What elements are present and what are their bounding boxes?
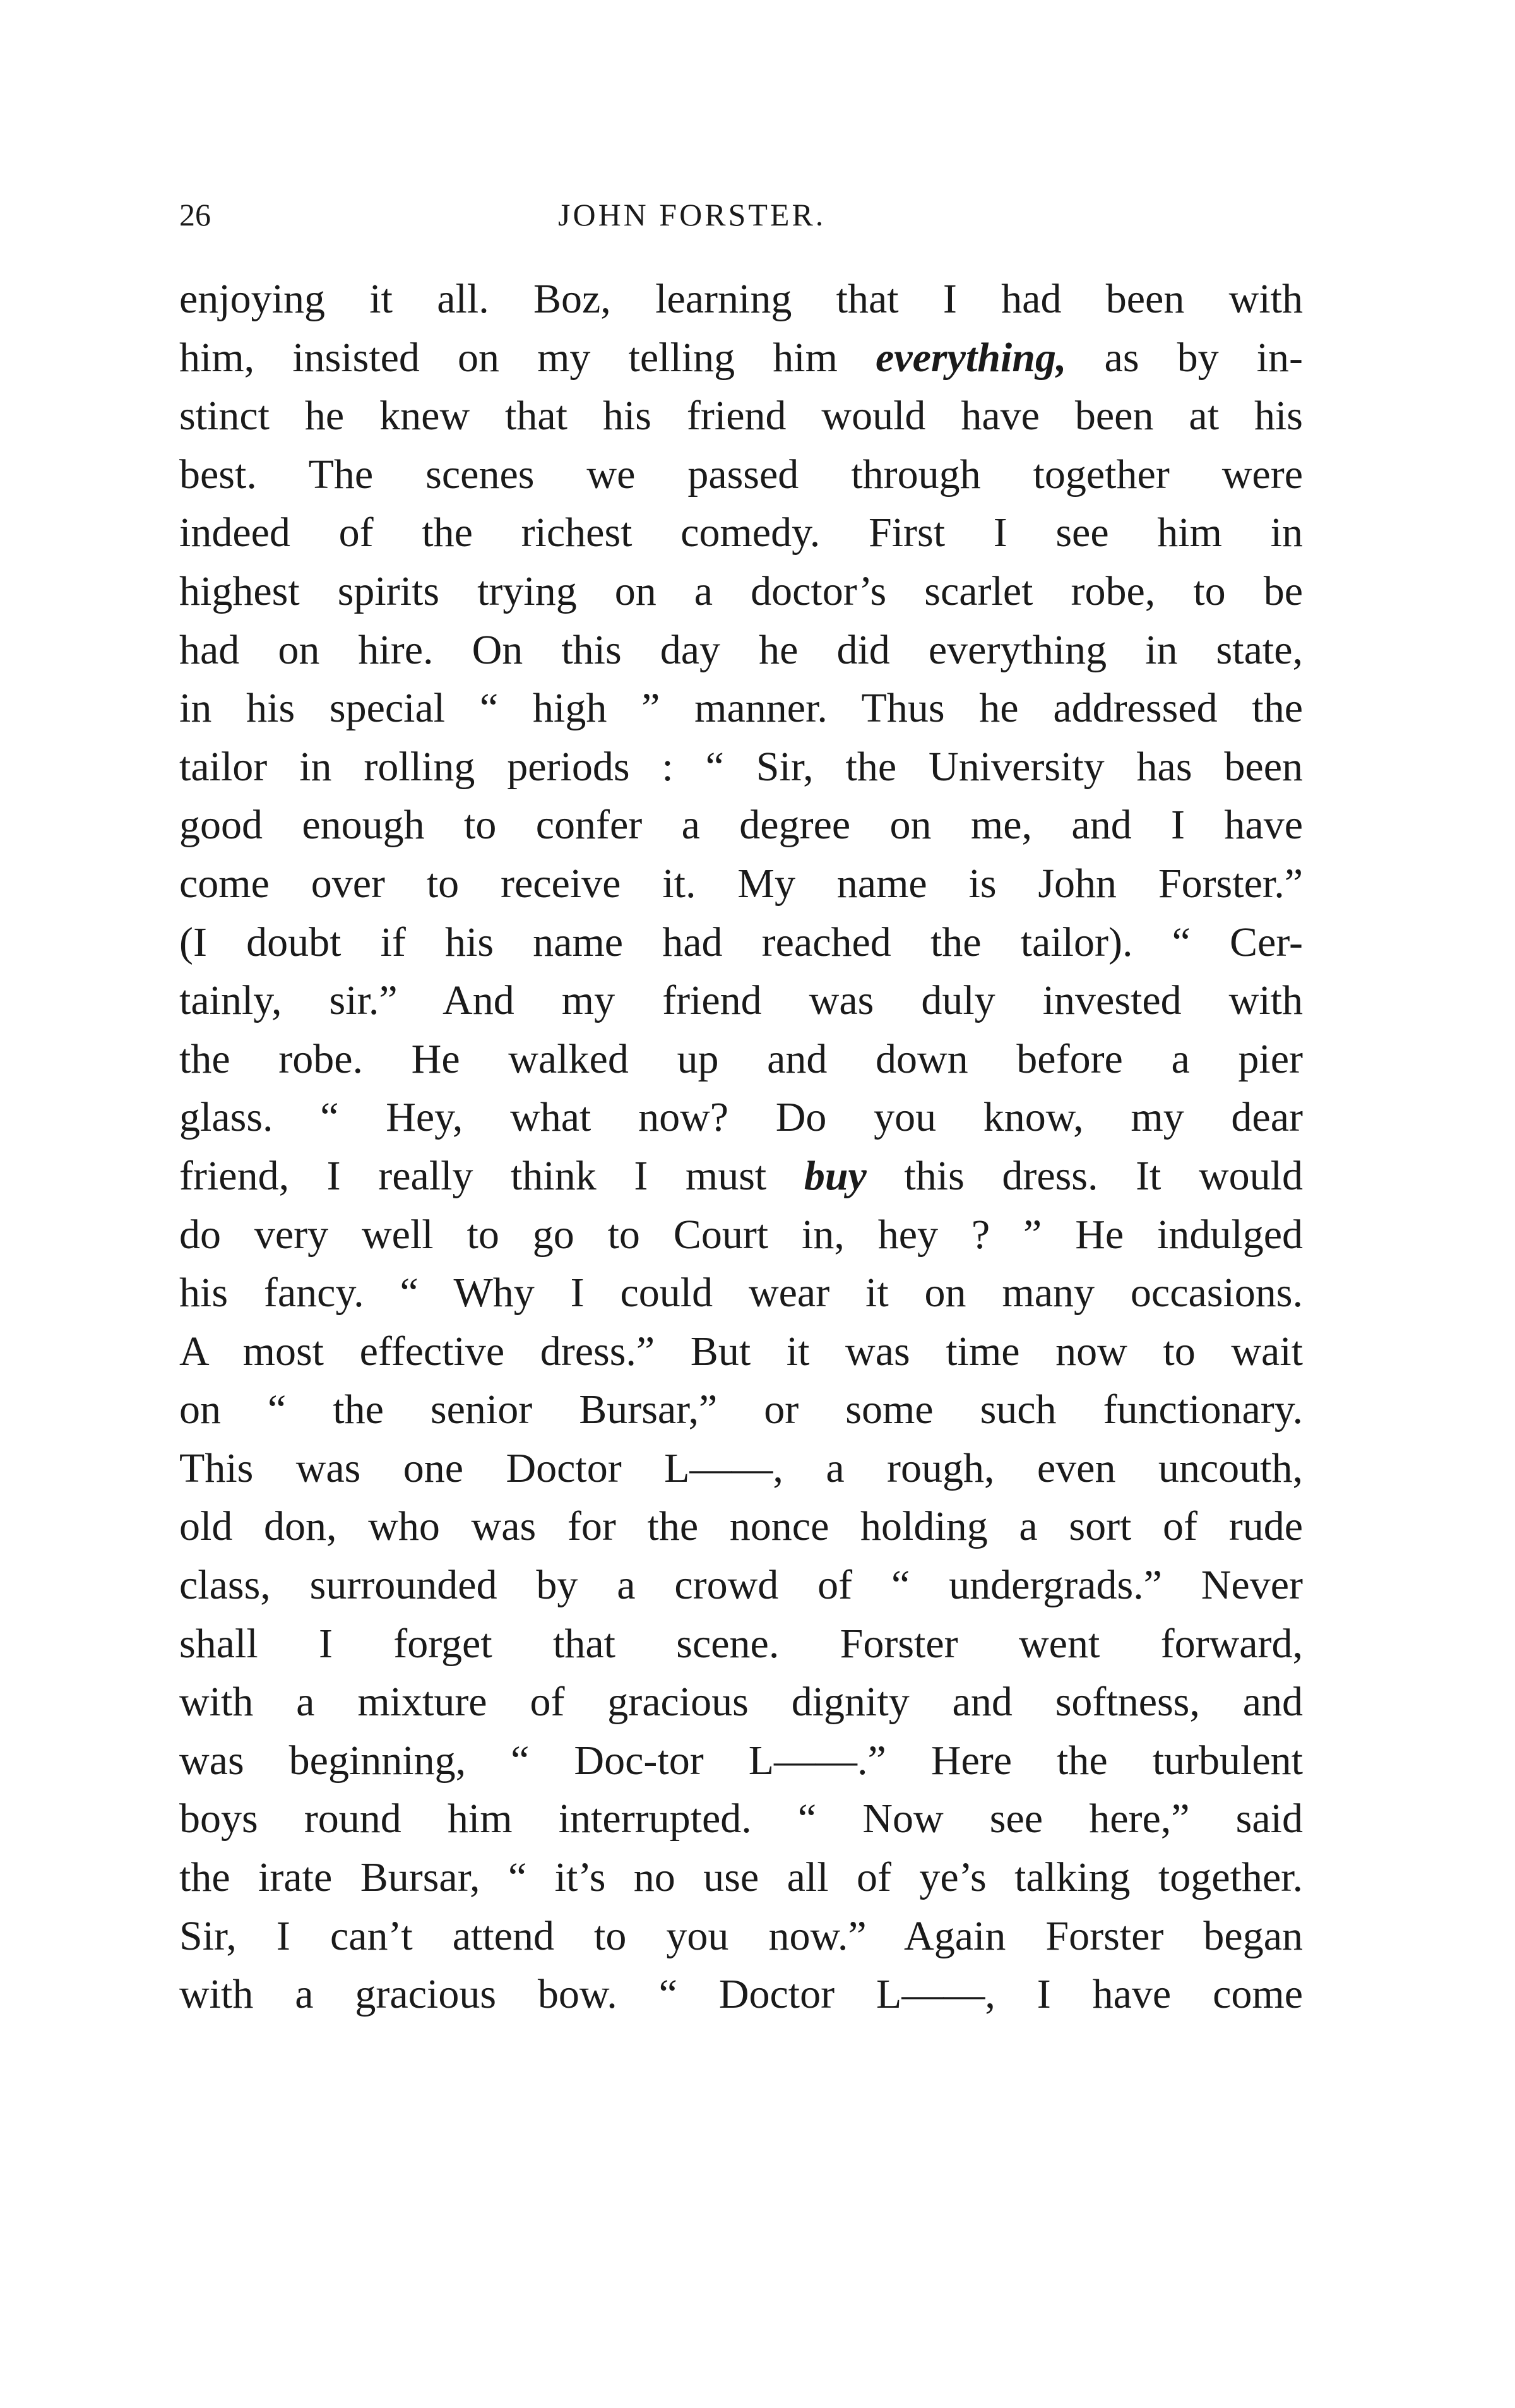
text-line (179, 1381, 1303, 1439)
text-line (179, 1615, 1303, 1674)
text-segment: tainly, sir.” And my friend was duly invested with (179, 977, 1303, 1024)
text-line (179, 1088, 1303, 1147)
text-line (179, 679, 1303, 738)
text-segment: good enough to confer a degree on me, and I have (179, 802, 1303, 849)
text-line (179, 1965, 1303, 2024)
text-line (179, 621, 1303, 680)
text-line (179, 738, 1303, 797)
running-head (179, 189, 1303, 240)
text-segment: class, surrounded by a crowd of “ undergrads.” Never (179, 1562, 1303, 1609)
text-line (179, 504, 1303, 563)
text-segment: enjoying it all. Boz, learning that I had been with (179, 276, 1303, 322)
text-line (179, 1790, 1303, 1849)
text-line (179, 446, 1303, 504)
italic-word: buy (804, 1152, 867, 1199)
text-segment: A most effective dress.” But it was time now to wait (179, 1328, 1303, 1374)
text-segment: shall I forget that scene. Forster went forward, (179, 1620, 1303, 1667)
text-line (179, 563, 1303, 621)
text-segment: indeed of the richest comedy. First I see him in (179, 510, 1303, 556)
text-segment: This was one Doctor L——, a rough, even uncouth, (179, 1445, 1303, 1491)
text-segment: the robe. He walked up and down before a pier (179, 1035, 1303, 1082)
text-segment: him, insisted on my telling him (179, 334, 876, 381)
text-segment: glass. “ Hey, what now? Do you know, my dear (179, 1094, 1303, 1141)
text-line (179, 1498, 1303, 1556)
text-segment: highest spirits trying on a doctor’s scarlet robe, to be (179, 568, 1303, 614)
text-segment: best. The scenes we passed through together were (179, 451, 1303, 498)
text-segment: his fancy. “ Why I could wear it on many occasions. (179, 1270, 1303, 1316)
text-segment: the irate Bursar, “ it’s no use all of ye’s talking together. (179, 1854, 1303, 1901)
text-segment: this dress. It would (866, 1152, 1303, 1199)
text-segment: on “ the senior Bursar,” or some such functionary. (179, 1386, 1303, 1433)
text-segment: old don, who was for the nonce holding a sort of rude (179, 1503, 1303, 1550)
text-line (179, 796, 1303, 855)
text-line (179, 855, 1303, 914)
text-line (179, 972, 1303, 1030)
text-segment: stinct he knew that his friend would have been at his (179, 393, 1303, 439)
text-segment: in his special “ high ” manner. Thus he addressed the (179, 685, 1303, 732)
text-segment: with a gracious bow. “ Doctor L——, I have come (179, 1971, 1303, 2018)
text-segment: Sir, I can’t attend to you now.” Again Forster began (179, 1912, 1303, 1959)
text-line (179, 1907, 1303, 1966)
text-line (179, 1323, 1303, 1381)
text-line (179, 1556, 1303, 1615)
text-segment: with a mixture of gracious dignity and softness, and (179, 1679, 1303, 1726)
text-segment: tailor in rolling periods : “ Sir, the University has been (179, 743, 1303, 790)
text-segment: was beginning, “ Doc-tor L——.” Here the turbulent (179, 1737, 1303, 1784)
running-title: JOHN FORSTER. (558, 197, 826, 232)
text-line (179, 1673, 1303, 1732)
text-line (179, 1732, 1303, 1791)
text-segment: friend, I really think I must (179, 1152, 804, 1199)
text-line (179, 1206, 1303, 1265)
text-line (179, 1849, 1303, 1907)
text-line (179, 914, 1303, 972)
body-text (179, 270, 1303, 2024)
text-line (179, 329, 1303, 388)
text-segment: do very well to go to Court in, hey ? ” He indulged (179, 1211, 1303, 1258)
italic-word: everything, (876, 334, 1067, 381)
text-line (179, 387, 1303, 446)
page-number: 26 (179, 197, 211, 232)
text-line (179, 1264, 1303, 1323)
text-line (179, 270, 1303, 329)
text-segment: boys round him interrupted. “ Now see here,” said (179, 1796, 1303, 1842)
text-line (179, 1030, 1303, 1089)
text-segment: as by in- (1066, 334, 1303, 381)
text-segment: had on hire. On this day he did everything in state, (179, 626, 1303, 673)
text-segment: come over to receive it. My name is John Forster.” (179, 860, 1303, 907)
text-line (179, 1439, 1303, 1498)
text-segment: (I doubt if his name had reached the tailor). “ Cer- (179, 919, 1303, 965)
text-line (179, 1147, 1303, 1206)
